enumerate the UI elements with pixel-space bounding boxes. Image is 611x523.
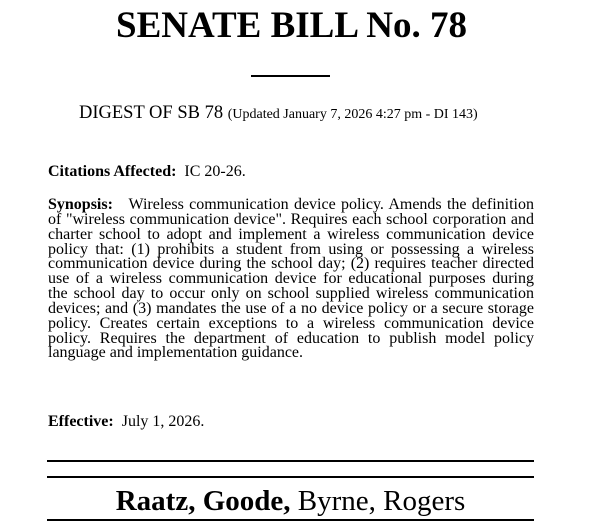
synopsis [48,198,534,361]
authors-underline [47,519,534,521]
primary-authors: Raatz, Goode, [115,485,291,517]
synopsis-text: Wireless communication device policy. Amends the definition of "wireless communication device". Requires each school corporation and charter school to adopt and implement a wireless communication device policy that: (1) prohibits a student from using or possessing a wireless communication device during the school day; (2) requires teacher directed use of a wireless communication device for educational purposes during the school day to occur only on school supplied wireless communication devices; and (3) mandates the use of a no device policy or a secure storage policy. Creates certain exceptions to a wireless communication device policy. Requires the department of education to publish model policy language and implementation guidance. [48,196,534,362]
digest-updated-note: (Updated January 7, 2026 4:27 pm - DI 143) [227,107,478,122]
citations-label: Citations Affected: [48,163,177,180]
digest-title: DIGEST OF SB 78 [79,103,224,123]
digest-heading [79,102,478,126]
synopsis-label: Synopsis: [48,196,113,213]
effective-value: July 1, 2026. [121,413,205,430]
citations-value: IC 20-26. [184,163,246,180]
effective-label: Effective: [48,413,114,430]
citations-affected [48,163,246,181]
bill-title: SENATE BILL No. 78 [116,5,467,46]
effective-date [48,413,204,431]
section-divider-top [47,460,534,462]
bill-authors [47,484,534,518]
title-divider [251,75,330,77]
coauthors: Byrne, Rogers [297,485,466,517]
section-divider-bottom [47,476,534,478]
